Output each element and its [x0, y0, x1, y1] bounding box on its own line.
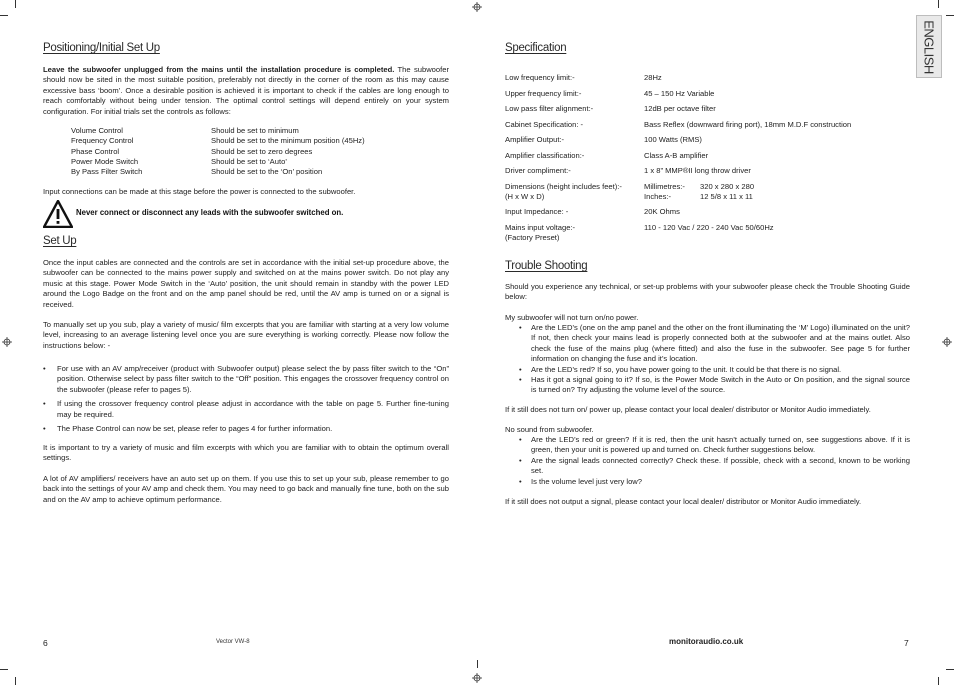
spec-value: 100 Watts (RMS) — [644, 135, 702, 144]
spec-label: Driver compliment:- — [505, 166, 571, 175]
crop-mark — [938, 677, 939, 685]
list-item: • Are the LED’s red? If so, you have power going to the unit. It could be that there is no signal. — [505, 365, 910, 375]
trouble-heading: Trouble Shooting — [505, 260, 588, 272]
setting-value: Should be set to ‘Auto’ — [211, 157, 287, 166]
setup-paragraph-4: A lot of AV amplifiers/ receivers have an auto set up on them. If you use this to set up your sub, please remember to go back into the settings of your AV amp and check them. You may need to go back and manually fine tune, both on the sub and on the AV amp to achieve optimum performance. — [43, 474, 449, 504]
crop-mark — [938, 0, 939, 8]
mains-value: 110 - 120 Vac / 220 - 240 Vac 50/60Hz — [644, 223, 774, 232]
dimensions-sublabel: (H x W x D) — [505, 192, 545, 201]
setting-value: Should be set to zero degrees — [211, 147, 313, 156]
crop-mark — [15, 0, 16, 8]
list-item: • Has it got a signal going to it? If so, is the Power Mode Switch in the Auto or On position, and the signal source is turned on? Try adjusting the volume level of the source. — [505, 375, 910, 396]
footer-url: monitoraudio.co.uk — [669, 637, 744, 646]
trouble-intro: Should you experience any technical, or set-up problems with your subwoofer please check the Trouble Shooting Guide below: — [505, 282, 910, 302]
registration-mark-icon — [472, 2, 482, 12]
setting-control: Volume Control — [71, 126, 123, 135]
setting-value: Should be set to minimum — [211, 126, 299, 135]
spec-label: Low pass filter alignment:- — [505, 104, 594, 113]
setting-control: Frequency Control — [71, 136, 134, 145]
case2-bullets — [505, 435, 910, 487]
spec-value: 45 – 150 Hz Variable — [644, 89, 715, 98]
crop-mark — [946, 669, 954, 670]
setup-bullets — [43, 364, 449, 438]
spec-value: 28Hz — [644, 73, 662, 82]
crop-mark — [0, 669, 8, 670]
spec-value: Bass Reflex (downward firing port), 18mm M.D.F construction — [644, 120, 852, 129]
case1-bullets — [505, 323, 910, 396]
case1-footer: If it still does not turn on/ power up, please contact your local dealer/ distributor or Monitor Audio immediately. — [505, 405, 871, 414]
setup-paragraph-3: It is important to try a variety of music and film excerpts with which you are familiar with to obtain the optimum overall settings. — [43, 443, 449, 463]
language-tab — [916, 15, 942, 78]
impedance-value: 20K Ohms — [644, 207, 680, 216]
page-number-right: 7 — [904, 638, 909, 648]
page-number-left: 6 — [43, 638, 48, 648]
warning-text: Never connect or disconnect any leads with the subwoofer switched on. — [76, 208, 344, 217]
warning-icon — [43, 200, 73, 228]
mains-sublabel: (Factory Preset) — [505, 233, 560, 242]
footer-model: Vector VW-8 — [216, 639, 250, 645]
spec-value: 1 x 8” MMP®II long throw driver — [644, 166, 751, 175]
spec-value: Class A-B amplifier — [644, 151, 709, 160]
list-item: • For use with an AV amp/receiver (product with Subwoofer output) please select the by pass filter switch to the “On” position. Otherwise select by pass filter switch to the “Off” position. This engages the crossover frequency control on the subwoofer (please refer to pages 5). — [43, 364, 449, 395]
setup-paragraph-2: To manually set up you sub, play a variety of music/ film excerpts that you are familiar with starting at a very low volume level, increasing to an average listening level once you are sure everything is working correctly. Please now follow the instructions below: - — [43, 320, 449, 350]
registration-mark-icon — [472, 673, 482, 683]
specification-heading: Specification — [505, 42, 567, 54]
intro-bold: Leave the subwoofer unplugged from the mains until the installation procedure is completed. — [43, 65, 395, 74]
list-item: • Are the signal leads connected correctly? Check these. If possible, check with a second, known to be working set. — [505, 456, 910, 477]
list-item: • Is the volume level just very low? — [505, 477, 910, 487]
positioning-heading: Positioning/Initial Set Up — [43, 42, 160, 54]
dimensions-mm-label: Millimetres:- — [644, 182, 685, 191]
setting-control: Phase Control — [71, 147, 120, 156]
crop-mark — [946, 15, 954, 16]
crop-mark — [0, 15, 8, 16]
case2-footer: If it still does not output a signal, please contact your local dealer/ distributor or Monitor Audio immediately. — [505, 497, 862, 506]
spec-label: Amplifier Output:- — [505, 135, 565, 144]
registration-mark-icon — [2, 337, 12, 347]
dimensions-mm-value: 320 x 280 x 280 — [700, 182, 755, 191]
list-item: • If using the crossover frequency control please adjust in accordance with the table on page 5. Further fine-tuning may be required. — [43, 399, 449, 420]
mains-label: Mains input voltage:- — [505, 223, 576, 232]
setting-value: Should be set to the ‘On’ position — [211, 167, 323, 176]
dimensions-label: Dimensions (height includes feet):- — [505, 182, 622, 191]
case1-title: My subwoofer will not turn on/no power. — [505, 313, 639, 322]
spec-label: Upper frequency limit:- — [505, 89, 582, 98]
crop-mark — [15, 677, 16, 685]
positioning-intro — [43, 65, 449, 117]
setting-control: By Pass Filter Switch — [71, 167, 143, 176]
case2-title: No sound from subwoofer. — [505, 425, 594, 434]
setup-heading: Set Up — [43, 235, 77, 247]
list-item: • Are the LED’s (one on the amp panel and the other on the front illuminating the ‘M’ Logo) illuminated on the unit? If not, then check your mains lead is properly connected both at the subwoofer and at the mains outlet. Also check the fuse of the mains plug (where fitted) and also the fuse in the subwoofer. See page 5 for further information on changing the fuse and it’s location. — [505, 323, 910, 365]
dimensions-in-value: 12 5/8 x 11 x 11 — [700, 192, 753, 201]
spec-label: Cabinet Specification: - — [505, 120, 584, 129]
setting-control: Power Mode Switch — [71, 157, 139, 166]
spec-label: Amplifier classification:- — [505, 151, 585, 160]
language-tab-label: ENGLISH — [921, 19, 937, 74]
registration-mark-icon — [942, 337, 952, 347]
impedance-label: Input Impedance: - — [505, 207, 569, 216]
spec-label: Low frequency limit:- — [505, 73, 575, 82]
intro-rest: The subwoofer should now be sited in the most suitable position, preferably not directly in the corner of the room as this may cause excessive bass ‘boom’. Once a desirable position is achieved it is important to check if the cables are long enough to reach comfortably without being under tension. The optimal control settings will depend entirely on your system configuration. For initial trials set the controls as follows: — [43, 65, 449, 116]
dimensions-in-label: Inches:- — [644, 192, 672, 201]
input-note: Input connections can be made at this stage before the power is connected to the subwoofer. — [43, 187, 356, 196]
setting-value: Should be set to the minimum position (45Hz) — [211, 136, 365, 145]
spec-value: 12dB per octave filter — [644, 104, 716, 113]
center-fold-mark — [477, 660, 478, 668]
list-item: • The Phase Control can now be set, please refer to pages 4 for further information. — [43, 424, 449, 434]
list-item: • Are the LED’s red or green? If it is red, then the unit hasn’t actually turned on, see suggestions above. If it is green, then your unit is powered up and turned on. Check further suggestions below. — [505, 435, 910, 456]
setup-paragraph-1: Once the input cables are connected and the controls are set in accordance with the initial set-up procedure above, the subwoofer can be connected to the mains power supply and switched on at the mains power switch. Do not play any music at this stage. Power Mode Switch in the ‘Auto’ position, the unit should remain in standby with the power LED around the Logo Badge on the front and on the amp panel should be red, until the AV amp is turned on or a signal is received. — [43, 258, 449, 309]
